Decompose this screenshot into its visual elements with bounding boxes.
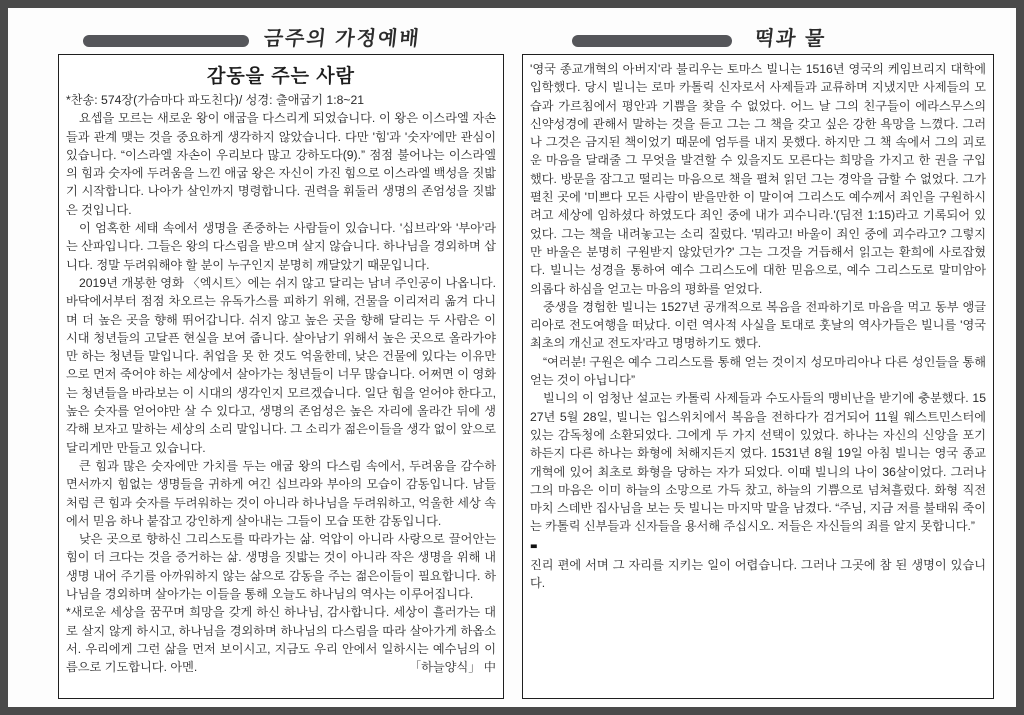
hymn-scripture-line: *찬송: 574장(가슴마다 파도친다)/ 성경: 출애굽기 1:8~21 bbox=[66, 93, 365, 107]
divider-line bbox=[530, 536, 986, 556]
worship-paragraph: 큰 힘과 많은 숫자에만 가치를 두는 애굽 왕의 다스림 속에서, 두려움을 감수하면서까지 힘없는 생명들을 귀하게 여긴 십브라와 부아의 모습이 감동입니다. 남들처럼 큰 힘과 숫자를 두려워하는 것이 아니라 하나님을 두려워하고, 억울한 세상 속에서 믿음 하나 붙잡고 강인하게 살아내는 그들이 모습 또한 감동입니다. bbox=[66, 458, 496, 528]
worship-paragraph: 요셉을 모르는 새로운 왕이 애굽을 다스리게 되었습니다. 이 왕은 이스라엘 자손들과 관계 맺는 것을 중요하게 생각하지 않았습니다. 다만 '힘'과 '숫자'에만 관심이 있습니다. “이스라엘 자손이 우리보다 많고 강하도다(9).” 점점 불어나는 이스라엘의 힘과 숫자에 두려움을 느낀 애굽 왕은 자신이 가진 힘으로 이스라엘 백성을 짓밟기 시작합니다. 나아가 살인까지 명령합니다. 권력을 휘둘러 생명의 존엄성을 짓밟은 것입니다. bbox=[66, 111, 496, 217]
devotion-title: 감동을 주는 사람 bbox=[206, 66, 356, 87]
closing-note: 진리 편에 서며 그 자리를 지키는 일이 어렵습니다. 그러나 그곳에 참 된 생명이 있습니다. bbox=[530, 558, 986, 591]
worship-paragraph: 2019년 개봉한 영화 〈엑시트〉에는 쉬지 않고 달리는 남녀 주인공이 나옵니다. 바닥에서부터 점점 차오르는 유독가스를 피하기 위해, 건물을 이리저리 옮겨 다니며 더 높은 곳을 향해 뛰어갑니다. 쉬지 않고 높은 곳을 향해 달리는 두 사람은 이 시대 청년들의 고달픈 현실을 보여 줍니다. 살아남기 위해서 높은 곳으로 올라가야만 하는 청년들 말입니다. 취업을 못 한 것도 억울한데, 낮은 건물에 있다는 이유만으로 먼저 죽어야 하는 세상에서 살아가는 청년들이 너무 많습니다. 어쩌면 이 영화는 청년들을 바라보는 이 시대의 생각인지 모르겠습니다. 일단 힘을 얻어야 한다고, 높은 숫자를 얻어야만 살 수 있다고, 생명의 존엄성은 높은 자리에 올라간 뒤에 생각해 보자고 말하는 세상의 소리 말입니다. 그 소리가 젊은이들을 생각 없이 앞으로 달리게만 만들고 있습니다. bbox=[66, 275, 496, 455]
source-attribution: 「하늘양식」 中 bbox=[408, 660, 496, 675]
essay-paragraph: 빌니의 이 엄청난 설교는 카톨릭 사제들과 수도사들의 맹비난을 받기에 충분했다. 1527년 5월 28일, 빌니는 입스위치에서 복음을 전하다가 검거되어 11월 웨스트민스터에 있는 감독청에 소환되었다. 그에게 두 가지 선택이 있었다. 하나는 자신의 신앙을 포기하든지 다른 하나는 화형에 처해지든지 였다. 1531년 8월 19일 아침 빌니는 영국 종교개혁에 있어 최초로 화형을 당하는 자가 되었다. 이때 빌니의 나이 36살이었다. 그러나 그의 마음은 이미 하늘의 소망으로 가득 찼고, 하늘의 기쁨으로 넘쳐흘렀다. 화형 직전 마치 스데반 집사님을 보는 듯 빌니는 마지막 말을 남겼다. “주님, 지금 저를 불태워 죽이는 카톨릭 신부들과 신자들을 용서해 주십시오. 저들은 자신들의 죄를 알지 못합니다.” bbox=[530, 391, 986, 534]
right-section-heading: 떡과 물 bbox=[753, 28, 828, 50]
worship-paragraph: 이 엄혹한 세태 속에서 생명을 존중하는 사람들이 있습니다. '십브라'와 '부아'라는 산파입니다. 그들은 왕의 다스림을 받으며 살지 않습니다. 하나님을 경외하며 삽니다. 정말 두려워해야 할 분이 누구인지 분명히 깨달았기 때문입니다. bbox=[66, 221, 496, 272]
left-header-bar-icon bbox=[83, 35, 249, 47]
essay-paragraph: 중생을 경험한 빌니는 1527년 공개적으로 복음을 전파하기로 마음을 먹고 동부 앵글리아로 전도여행을 떠났다. 이런 역사적 사실을 토대로 훗날의 역사가들은 빌니를 '영국 최초의 개신교 전도자'라고 명명하기도 했다. bbox=[530, 299, 986, 351]
essay-page bbox=[522, 54, 994, 699]
essay-paragraph: '영국 종교개혁의 아버지'라 불리우는 토마스 빌니는 1516년 영국의 케임브리지 대학에 입학했다. 당시 빌니는 로마 카톨릭 신자로서 사제들과 교류하며 지냈지만 사제들의 모습과 가르침에서 평안과 기쁨을 찾을 수 없었다. 어느 날 그의 친구들이 에라스무스의 신약성경에 관해서 말하는 것을 듣고 그는 그 책을 갖고 싶은 강한 욕망을 느꼈다. 그러나 그것은 금지된 책이었기 때문에 엄두를 내지 못했다. 하지만 그 책 속에서 그의 괴로운 마음을 달래줄 그 무엇을 발견할 수 있을지도 모른다는 희망을 가지고 한 권을 구입했다. 방문을 잠그고 떨리는 마음으로 책을 펼쳐 읽던 그는 경악을 금할 수 없었다. 그가 펼친 곳에 '미쁘다 모든 사람이 받을만한 이 말이여 그리스도 예수께서 죄인을 구원하시려고 세상에 임하셨다 하였도다 죄인 중에 내가 괴수니라.'(딤전 1:15)라고 기록되어 있었다. 그는 책을 내려놓고는 소리 질렀다. '뭐라고! 바울이 죄인 중에 괴수라고? 그렇지만 바울은 분명히 구원받지 않았던가?' 그는 그것을 거듭해서 읽고는 환희에 사로잡혔다. 빌니는 성경을 통하여 예수 그리스도에 대한 믿음으로, 예수 그리스도로 말미암아 의롭다 하심을 얻고는 마음의 평화를 얻었다. bbox=[530, 62, 986, 296]
closing-prayer: *새로운 세상을 꿈꾸며 희망을 갖게 하신 하나님, 감사합니다. 세상이 흘러가는 대로 살지 않게 하시고, 하나님을 경외하며 하나님의 다스림을 따라 살아가게 하옵소서. 우리에게 그런 삶을 먼저 보이시고, 지금도 우리 안에서 일하시는 예수님의 이름으로 기도합니다. 아멘. bbox=[66, 605, 496, 675]
square-bullet-icon: ■ bbox=[530, 542, 538, 551]
left-section-heading: 금주의 가정예배 bbox=[262, 28, 422, 50]
worship-paragraph: 낮은 곳으로 향하신 그리스도를 따라가는 삶. 억압이 아니라 사랑으로 끌어안는 힘이 더 크다는 것을 증거하는 삶. 생명을 짓밟는 것이 아니라 작은 생명을 위해 내 생명 내어 주기를 아까워하지 않는 삶으로 감동을 주는 젊은이들이 필요합니다. 하나님을 경외하며 살아가는 이들을 통해 오늘도 하나님의 역사는 이루어집니다. bbox=[66, 532, 496, 602]
family-worship-page bbox=[58, 54, 504, 699]
right-header-bar-icon bbox=[572, 35, 732, 47]
essay-paragraph: “여러분! 구원은 예수 그리스도를 통해 얻는 것이지 성모마리아나 다른 성인들을 통해 얻는 것이 아닙니다” bbox=[530, 354, 986, 388]
